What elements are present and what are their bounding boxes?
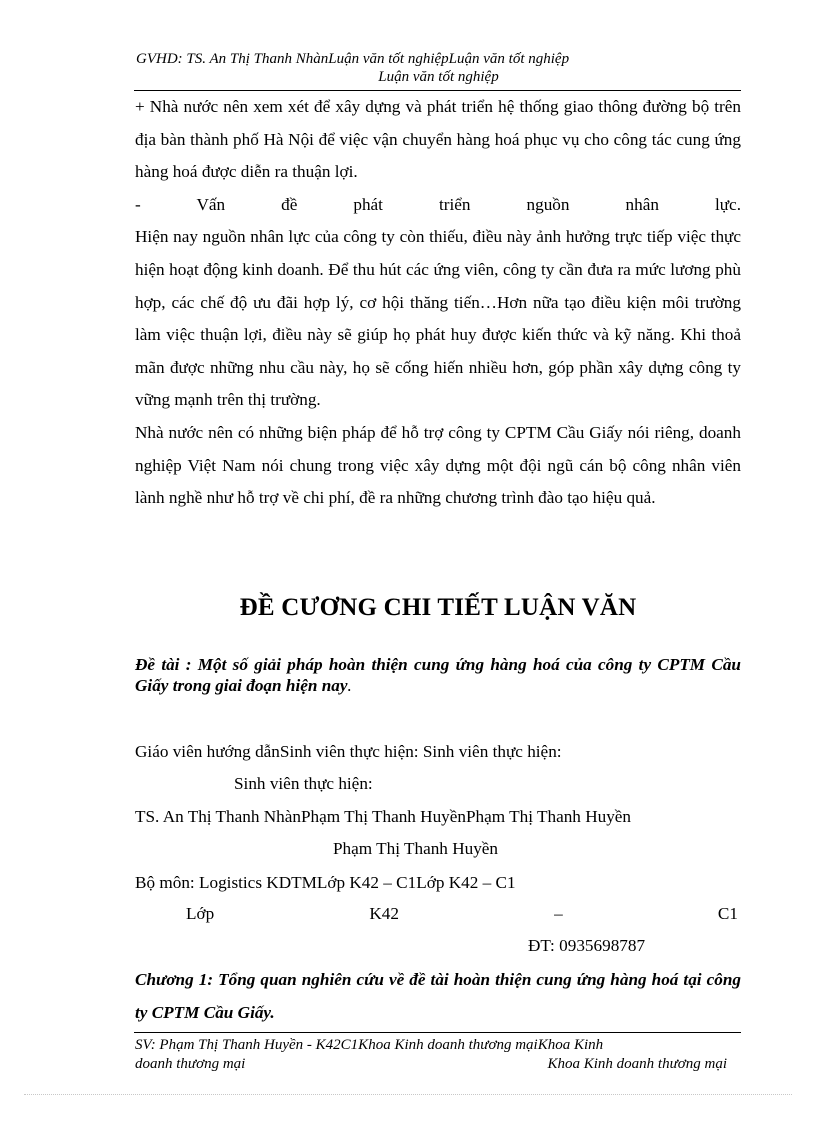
- footer-line-2: [135, 1055, 741, 1074]
- page-footer: [135, 1036, 741, 1074]
- phone-number: ĐT: 0935698787: [528, 936, 646, 955]
- chapter-heading: Chương 1: Tổng quan nghiên cứu về đề tài hoàn thiện cung ứng hàng hoá tại công ty CPTM Cầu Giấy.: [135, 970, 741, 1022]
- footer-line-2-right: Khoa Kinh doanh thương mại: [547, 1056, 727, 1072]
- class-label: Lớp: [186, 904, 215, 923]
- info-line-6: [186, 903, 738, 924]
- outline-title: ĐỀ CƯƠNG CHI TIẾT LUẬN VĂN: [239, 594, 637, 621]
- footer-rule: [134, 1032, 741, 1033]
- info-line-1: Giáo viên hướng dẫnSinh viên thực hiện: Sinh viên thực hiện:: [135, 742, 562, 761]
- paragraph-state-support: Nhà nước nên có những biện pháp để hỗ trợ công ty CPTM Cầu Giấy nói riêng, doanh nghiệp Việt Nam nói chung trong việc xây dựng một đội ngũ cán bộ công nhân viên lành nghề như hỗ trợ về chi phí, đề ra những chương trình đào tạo hiệu quả.: [135, 422, 741, 508]
- header-line-2: Luận văn tốt nghiệp: [378, 69, 499, 85]
- topic: [135, 654, 741, 696]
- info-line-4: Phạm Thị Thanh Huyền: [333, 839, 499, 858]
- page-header: [136, 50, 741, 86]
- class-dash: –: [554, 904, 563, 923]
- page-bottom-edge: [24, 1094, 792, 1095]
- body-text: [135, 91, 741, 515]
- footer-line-2-left: doanh thương mại: [135, 1056, 246, 1072]
- paragraph-transport: + Nhà nước nên xem xét để xây dựng và phát triển hệ thống giao thông đường bộ trên địa bàn thành phố Hà Nội để việc vận chuyển hàng hoá phục vụ cho công tác cung ứng hàng hoá được diễn ra thuận lợi.: [135, 97, 741, 182]
- info-line-3: TS. An Thị Thanh NhànPhạm Thị Thanh HuyềnPhạm Thị Thanh Huyền: [135, 807, 632, 826]
- topic-text: Một số giải pháp hoàn thiện cung ứng hàng hoá của công ty CPTM Cầu Giấy trong giai đoạn hiện nay: [135, 655, 741, 695]
- header-line-1: GVHD: TS. An Thị Thanh NhànLuận văn tốt nghiệpLuận văn tốt nghiệp: [136, 51, 570, 67]
- topic-end: .: [347, 676, 352, 695]
- topic-label: Đề tài :: [135, 655, 192, 674]
- class-code: K42: [369, 904, 399, 923]
- info-line-2: Sinh viên thực hiện:: [234, 774, 373, 793]
- class-group: C1: [717, 904, 738, 923]
- footer-line-1: SV: Phạm Thị Thanh Huyền - K42C1Khoa Kinh doanh thương mạiKhoa Kinh: [135, 1037, 604, 1053]
- paragraph-hr: Hiện nay nguồn nhân lực của công ty còn thiếu, điều này ảnh hưởng trực tiếp việc thực hiện hoạt động kinh doanh. Để thu hút các ứng viên, công ty cần đưa ra mức lương phù hợp, các chế độ ưu đãi hợp lý, cơ hội thăng tiến…Hơn nữa tạo điều kiện môi trường làm việc thuận lợi, điều này sẽ giúp họ phát huy được kiến thức và kỹ năng. Khi thoả mãn được những nhu cầu này, họ sẽ cống hiến nhiều hơn, góp phần xây dựng công ty vững mạnh trên thị trường.: [135, 227, 741, 410]
- info-line-5: Bộ môn: Logistics KDTMLớp K42 – C1Lớp K42 – C1: [135, 873, 516, 892]
- paragraph-hr-heading: - Vấn đề phát triển nguồn nhân lực.: [135, 194, 741, 214]
